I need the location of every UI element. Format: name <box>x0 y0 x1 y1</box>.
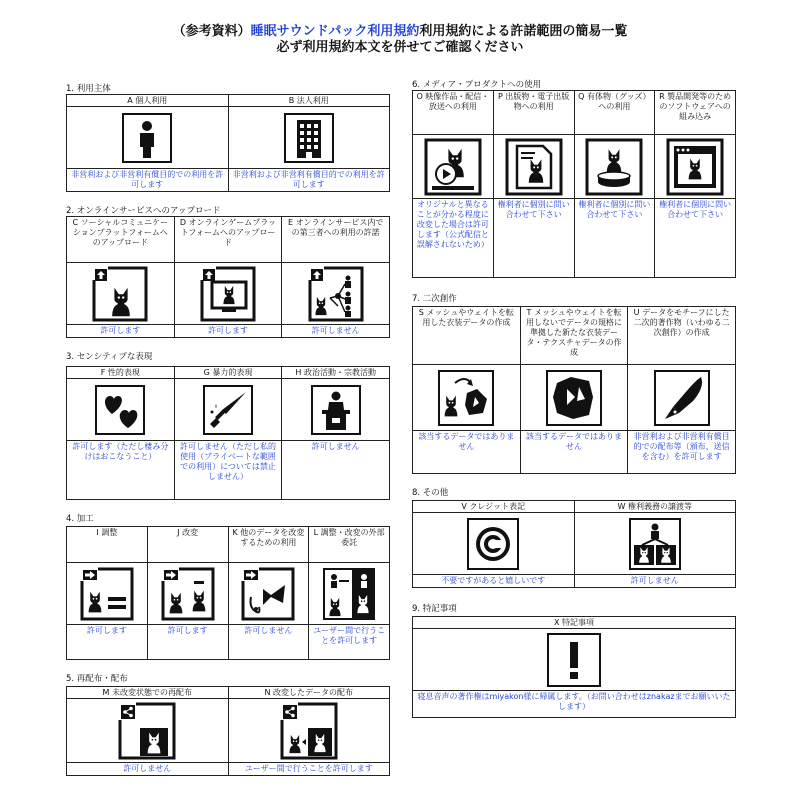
item-h-political-religious <box>282 367 389 499</box>
item-label: O 映像作品・配信・放送への利用 <box>413 91 493 135</box>
building-icon <box>229 107 390 169</box>
item-value: 許可しません <box>244 626 293 635</box>
section-7-title: 7. 二次創作 <box>412 294 457 304</box>
section-2-table <box>66 216 390 338</box>
item-u-derivative-work <box>628 307 735 473</box>
adjust-equal-icon <box>67 563 147 625</box>
outsource-icon <box>309 563 389 625</box>
section-4-table <box>66 526 390 660</box>
item-value: 不要ですがあると嬉しいです <box>441 576 546 585</box>
software-cat-icon <box>655 135 735 199</box>
item-l-outsource <box>309 527 389 659</box>
item-label: D オンラインゲームプラットフォームへのアップロード <box>175 217 282 263</box>
item-label: V クレジット表記 <box>413 501 574 513</box>
page-subtitle: 必ず利用規約本文を併せてご確認ください <box>276 40 524 55</box>
section-8-title: 8. その他 <box>412 488 449 498</box>
item-label: E オンラインサービス内での第三者への利用の許諾 <box>282 217 389 263</box>
item-value: 許可しません <box>630 576 679 585</box>
item-label: S メッシュやウェイトを転用した衣装データの作成 <box>413 307 520 365</box>
item-value: 許可します <box>100 326 141 335</box>
exclamation-icon <box>413 629 735 691</box>
item-value: 権利者に個別に問い合わせて下さい <box>497 200 570 219</box>
item-b-corporate-use <box>229 95 390 191</box>
item-value: 権利者に個別に問い合わせて下さい <box>578 200 651 219</box>
person-icon <box>67 107 228 169</box>
item-label: M 未改変状態での再配布 <box>67 687 228 699</box>
item-x-special-notes <box>413 617 735 717</box>
item-value: 非営利および非営利有償目的での利用を許可します <box>71 170 224 189</box>
item-label: P 出版物・電子出版物への利用 <box>494 91 574 135</box>
document-cat-icon <box>494 135 574 199</box>
item-a-personal-use <box>67 95 229 191</box>
item-q-goods <box>575 91 656 277</box>
copyright-icon <box>413 513 574 575</box>
item-i-adjust <box>67 527 148 659</box>
section-2-title: 2. オンラインサービスへのアップロード <box>66 206 221 216</box>
item-s-costume-from-mesh <box>413 307 521 473</box>
terms-link[interactable]: 睡眠サウンドパック利用規約 <box>250 24 420 39</box>
section-9-title: 9. 特記事項 <box>412 604 457 614</box>
item-n-distribute-modified <box>229 687 390 775</box>
item-t-new-costume-data <box>521 307 629 473</box>
share-two-cats-icon <box>229 699 390 763</box>
item-label: R 製品開発等のためのソフトウェアへの組み込み <box>655 91 735 135</box>
video-cat-icon <box>413 135 493 199</box>
section-7-table <box>412 306 736 474</box>
item-label: T メッシュやウェイトを転用しないでデータの規格に準拠した新たな衣装データ・テクスチャデータの作成 <box>521 307 628 365</box>
item-value: 権利者に個別に問い合わせて下さい <box>659 200 732 219</box>
upload-share-users-icon <box>282 263 389 325</box>
section-5-table <box>66 686 390 776</box>
item-value: 許可します（ただし棲み分けはおこなうこと） <box>72 442 169 461</box>
item-k-modify-other-data <box>229 527 310 659</box>
item-value: 許可しません <box>311 442 360 451</box>
section-1-title: 1. 利用主体 <box>66 84 111 94</box>
section-5-title: 5. 再配布・配布 <box>66 674 128 684</box>
title-prefix: （参考資料） <box>172 24 251 39</box>
item-value: 許可しません <box>123 764 172 773</box>
item-label: N 改変したデータの配布 <box>229 687 390 699</box>
item-label: X 特記事項 <box>413 617 735 629</box>
knife-icon <box>175 379 282 441</box>
item-label: L 調整・改変の外部委託 <box>309 527 389 563</box>
item-label: H 政治活動・宗教活動 <box>282 367 389 379</box>
item-label: C ソーシャルコミュニケーションプラットフォームへのアップロード <box>67 217 174 263</box>
item-label: Q 有体物（グッズ）への利用 <box>575 91 655 135</box>
item-f-sexual-expression <box>67 367 175 499</box>
item-e-third-party-license <box>282 217 389 337</box>
item-value: 寝息音声の著作権はmiyakon様に帰属します。（お問い合わせはznakazまでお願いいたします） <box>417 692 731 711</box>
cat-to-costume-icon <box>413 365 520 431</box>
item-label: F 性的表現 <box>67 367 174 379</box>
item-value: 許可します <box>86 626 127 635</box>
item-label: A 個人利用 <box>67 95 228 107</box>
title-suffix: 利用規約による許諾範囲の簡易一覧 <box>419 24 628 39</box>
pen-nib-icon <box>628 365 735 431</box>
section-6-table <box>412 90 736 278</box>
item-c-social-upload <box>67 217 175 337</box>
item-w-rights-transfer <box>575 501 736 587</box>
item-label: K 他のデータを改変するための利用 <box>229 527 309 563</box>
item-value: 許可しません <box>311 326 360 335</box>
item-d-game-upload <box>175 217 283 337</box>
section-1-table <box>66 94 390 192</box>
item-label: I 調整 <box>67 527 147 563</box>
item-value: 非営利および非営利有償目的での利用を許可します <box>232 170 385 189</box>
share-cat-icon <box>67 699 228 763</box>
item-label: G 暴力的表現 <box>175 367 282 379</box>
item-value: ユーザー間で行うことを許可します <box>313 626 386 645</box>
page-title <box>0 24 800 40</box>
modify-two-cats-icon <box>148 563 228 625</box>
item-label: B 法人利用 <box>229 95 390 107</box>
hearts-icon <box>67 379 174 441</box>
transfer-rights-icon <box>575 513 736 575</box>
figure-cat-icon <box>575 135 655 199</box>
item-m-redistribute-unmodified <box>67 687 229 775</box>
upload-monitor-cat-icon <box>175 263 282 325</box>
costume-icon <box>521 365 628 431</box>
item-value: 非営利および非営利有償目的での配布等（頒布、送信を含む）を許可します <box>633 432 730 461</box>
item-r-software <box>655 91 735 277</box>
item-o-video-streaming <box>413 91 494 277</box>
section-6-title: 6. メディア・プロダクトへの使用 <box>412 80 542 90</box>
item-g-violent-expression <box>175 367 283 499</box>
section-3-table <box>66 366 390 500</box>
item-value: 該当するデータではありません <box>418 432 515 451</box>
section-4-title: 4. 加工 <box>66 514 94 524</box>
item-value: ユーザー間で行うことを許可します <box>244 764 373 773</box>
item-value: オリジナルと異なることが分かる程度に改変した場合は許可します（公式配信と誤解されないため） <box>416 200 489 249</box>
item-label: W 権利義務の譲渡等 <box>575 501 736 513</box>
section-8-table <box>412 500 736 588</box>
section-3-title: 3. センシティブな表現 <box>66 352 153 362</box>
item-p-publications <box>494 91 575 277</box>
section-9-table <box>412 616 736 718</box>
item-label: U データをモチーフにした二次的著作物（いわゆる二次創作）の作成 <box>628 307 735 365</box>
item-value: 許可します <box>167 626 208 635</box>
item-v-credit <box>413 501 575 587</box>
item-value: 許可しません（ただし私的使用（プライベートな範囲での利用）については禁止しません） <box>180 442 276 481</box>
modify-ribbon-icon <box>229 563 309 625</box>
item-label: J 改変 <box>148 527 228 563</box>
upload-cat-icon <box>67 263 174 325</box>
item-value: 許可します <box>208 326 248 335</box>
item-j-modify <box>148 527 229 659</box>
podium-icon <box>282 379 389 441</box>
item-value: 該当するデータではありません <box>526 432 622 451</box>
